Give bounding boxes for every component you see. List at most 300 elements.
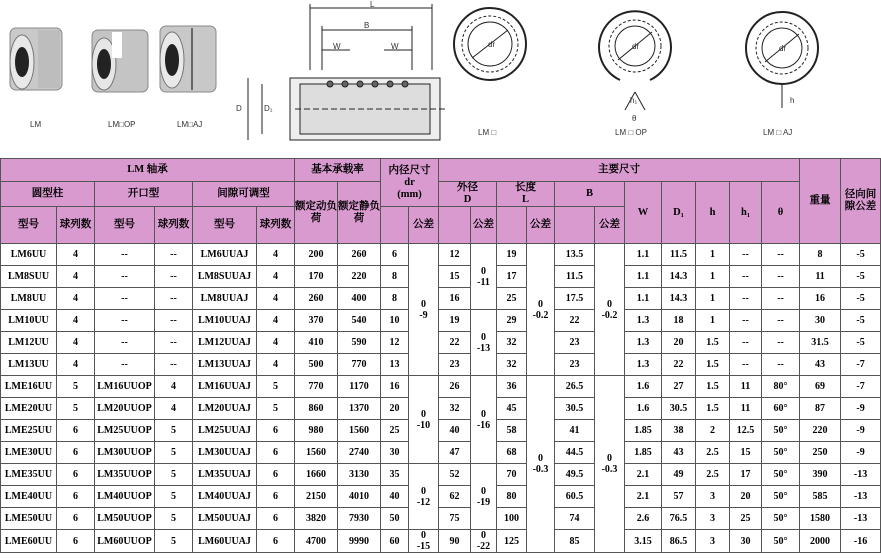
cell-op-balls: --: [155, 310, 193, 332]
cell-length-l: 25: [497, 288, 527, 310]
cell-b: 22: [555, 310, 595, 332]
cell-model: LME35UU: [1, 464, 57, 486]
cell-static-load: 590: [338, 332, 381, 354]
product-figure-area: [0, 0, 860, 158]
cell-dr: 60: [381, 530, 409, 553]
cell-static-load: 9990: [338, 530, 381, 553]
cell-static-load: 3130: [338, 464, 381, 486]
cell-length-l: 19: [497, 244, 527, 266]
cell-d1: 76.5: [662, 508, 696, 530]
cell-dynamic-load: 410: [295, 332, 338, 354]
cell-dr-tolerance: 0 -12: [409, 464, 439, 530]
cell-dynamic-load: 980: [295, 420, 338, 442]
cell-theta: 50°: [762, 442, 800, 464]
header-balls-3: 球列数: [257, 207, 295, 244]
cell-aj-balls: 4: [257, 244, 295, 266]
cell-aj-balls: 6: [257, 442, 295, 464]
header-h: h: [696, 182, 730, 244]
product-illustrations: [0, 0, 860, 158]
cell-h1: 11: [730, 376, 762, 398]
header-d-tol: 公差: [471, 207, 497, 244]
cell-h: 1.5: [696, 332, 730, 354]
cell-op-model: --: [95, 244, 155, 266]
label-theta: θ: [632, 114, 637, 123]
cell-length-l: 125: [497, 530, 527, 553]
cell-aj-balls: 4: [257, 310, 295, 332]
table-row: [1, 332, 881, 354]
header-round: 圆型柱: [1, 182, 95, 207]
cell-op-model: LM60UUOP: [95, 530, 155, 553]
cell-h: 1.5: [696, 354, 730, 376]
cell-static-load: 260: [338, 244, 381, 266]
header-w: W: [625, 182, 662, 244]
bearing-section-drawing: [248, 4, 445, 140]
cell-aj-balls: 5: [257, 398, 295, 420]
header-h1: h₁: [730, 182, 762, 244]
cell-balls: 5: [57, 376, 95, 398]
cell-outer-d: 16: [439, 288, 471, 310]
cell-balls: 6: [57, 486, 95, 508]
cell-op-model: LM40UUOP: [95, 486, 155, 508]
cell-balls: 4: [57, 332, 95, 354]
table-row: [1, 508, 881, 530]
cell-b-tolerance: 0 -0.2: [595, 244, 625, 376]
cell-outer-d: 90: [439, 530, 471, 553]
header-gap: 间隙可调型: [193, 182, 295, 207]
cell-d-tolerance: 0 -22: [471, 530, 497, 553]
header-model-2: 型号: [95, 207, 155, 244]
cell-b: 74: [555, 508, 595, 530]
table-row: [1, 354, 881, 376]
cell-d1: 38: [662, 420, 696, 442]
cell-outer-d: 26: [439, 376, 471, 398]
cell-dynamic-load: 500: [295, 354, 338, 376]
cell-balls: 6: [57, 442, 95, 464]
header-d-blank: [439, 207, 471, 244]
cell-aj-model: LM13UUAJ: [193, 354, 257, 376]
cell-static-load: 540: [338, 310, 381, 332]
cell-aj-model: LM50UUAJ: [193, 508, 257, 530]
table-row: [1, 376, 881, 398]
cell-theta: --: [762, 310, 800, 332]
table-row: [1, 288, 881, 310]
cell-op-model: LM16UUOP: [95, 376, 155, 398]
cell-balls: 6: [57, 508, 95, 530]
cell-dr: 20: [381, 398, 409, 420]
cell-w: 1.3: [625, 310, 662, 332]
cell-dr: 12: [381, 332, 409, 354]
cell-weight: 69: [800, 376, 841, 398]
cell-op-model: LM50UUOP: [95, 508, 155, 530]
cell-weight: 16: [800, 288, 841, 310]
cell-length-l: 100: [497, 508, 527, 530]
cell-static-load: 220: [338, 266, 381, 288]
cell-model: LM13UU: [1, 354, 57, 376]
cell-model: LM8SUU: [1, 266, 57, 288]
label-dr-3: dr: [779, 44, 787, 53]
cell-outer-d: 75: [439, 508, 471, 530]
cell-aj-model: LM12UUAJ: [193, 332, 257, 354]
cell-radial: -5: [841, 244, 881, 266]
cell-outer-d: 62: [439, 486, 471, 508]
table-row: [1, 310, 881, 332]
cell-theta: 50°: [762, 530, 800, 553]
cell-theta: 60°: [762, 398, 800, 420]
cell-op-model: LM25UUOP: [95, 420, 155, 442]
table-row: [1, 464, 881, 486]
cell-b: 41: [555, 420, 595, 442]
cell-op-balls: --: [155, 244, 193, 266]
cell-d-tolerance: 0 -19: [471, 464, 497, 530]
header-l-tol: 公差: [527, 207, 555, 244]
cell-b: 11.5: [555, 266, 595, 288]
cell-length-l: 36: [497, 376, 527, 398]
header-weight: 重量: [800, 159, 841, 244]
cell-dr: 30: [381, 442, 409, 464]
header-dyn: 额定动负荷: [295, 182, 338, 244]
cell-op-model: --: [95, 288, 155, 310]
cell-dynamic-load: 3820: [295, 508, 338, 530]
cell-h: 1: [696, 266, 730, 288]
table-row: [1, 398, 881, 420]
cell-d-tolerance: 0 -16: [471, 376, 497, 464]
spec-table: [0, 158, 881, 553]
cell-dynamic-load: 1560: [295, 442, 338, 464]
cross-section-aj: [746, 12, 818, 108]
cell-d1: 57: [662, 486, 696, 508]
cell-length-l: 45: [497, 398, 527, 420]
cell-weight: 2000: [800, 530, 841, 553]
spec-table-body: [1, 244, 881, 553]
cell-length-l: 68: [497, 442, 527, 464]
dim-w-left: W: [333, 42, 341, 51]
cell-op-balls: 4: [155, 398, 193, 420]
cell-radial: -5: [841, 266, 881, 288]
dim-b: B: [364, 21, 370, 30]
cell-theta: 80°: [762, 376, 800, 398]
header-basic-load: 基本承载率: [295, 159, 381, 182]
cell-aj-model: LM25UUAJ: [193, 420, 257, 442]
cell-b: 17.5: [555, 288, 595, 310]
cell-op-model: --: [95, 310, 155, 332]
cell-balls: 4: [57, 310, 95, 332]
cell-d1: 49: [662, 464, 696, 486]
cell-radial: -9: [841, 420, 881, 442]
cell-w: 1.3: [625, 332, 662, 354]
cell-length-l: 80: [497, 486, 527, 508]
cell-w: 1.1: [625, 266, 662, 288]
cell-balls: 6: [57, 464, 95, 486]
cell-w: 1.1: [625, 288, 662, 310]
cell-d1: 14.3: [662, 288, 696, 310]
header-b: B: [555, 182, 625, 207]
cell-dr: 35: [381, 464, 409, 486]
label-lm-op: LM□OP: [108, 120, 136, 129]
cell-w: 1.85: [625, 442, 662, 464]
cell-model: LM12UU: [1, 332, 57, 354]
cell-radial: -7: [841, 376, 881, 398]
cell-outer-d: 23: [439, 354, 471, 376]
cell-dr-tolerance: 0 -15: [409, 530, 439, 553]
cell-model: LME50UU: [1, 508, 57, 530]
cell-op-balls: --: [155, 354, 193, 376]
cell-w: 2.6: [625, 508, 662, 530]
cell-aj-balls: 6: [257, 420, 295, 442]
cell-aj-model: LM6UUAJ: [193, 244, 257, 266]
cell-balls: 4: [57, 288, 95, 310]
cell-weight: 250: [800, 442, 841, 464]
cell-l-tolerance: 0 -0.3: [527, 376, 555, 553]
header-balls: 球列数: [57, 207, 95, 244]
cell-op-balls: 5: [155, 464, 193, 486]
cell-d1: 20: [662, 332, 696, 354]
cell-balls: 5: [57, 398, 95, 420]
header-l-blank: [497, 207, 527, 244]
bearing-photo-aj: [160, 26, 216, 92]
cell-static-load: 770: [338, 354, 381, 376]
cell-dr: 50: [381, 508, 409, 530]
cell-h1: --: [730, 354, 762, 376]
cell-h: 3: [696, 530, 730, 553]
header-lm-bearing: LM 轴承: [1, 159, 295, 182]
cell-dynamic-load: 370: [295, 310, 338, 332]
cell-op-model: --: [95, 266, 155, 288]
cell-op-balls: 5: [155, 508, 193, 530]
header-radial: 径向间隙公差: [841, 159, 881, 244]
cell-dr: 16: [381, 376, 409, 398]
dim-l: L: [370, 0, 375, 9]
header-dr-blank: [381, 207, 409, 244]
cell-dynamic-load: 4700: [295, 530, 338, 553]
cell-theta: 50°: [762, 508, 800, 530]
cell-weight: 1580: [800, 508, 841, 530]
cell-static-load: 4010: [338, 486, 381, 508]
caption-op: LM □ OP: [615, 128, 647, 137]
label-h: h: [790, 96, 795, 105]
table-row: [1, 420, 881, 442]
cell-h: 2.5: [696, 442, 730, 464]
cell-h1: --: [730, 310, 762, 332]
label-lm-aj: LM□AJ: [177, 120, 203, 129]
cell-static-load: 1560: [338, 420, 381, 442]
cell-w: 2.1: [625, 464, 662, 486]
caption-lm: LM □: [478, 128, 497, 137]
cell-b: 30.5: [555, 398, 595, 420]
cell-outer-d: 15: [439, 266, 471, 288]
label-dr-1: dr: [488, 40, 496, 49]
cell-outer-d: 52: [439, 464, 471, 486]
cell-aj-balls: 4: [257, 266, 295, 288]
cell-radial: -13: [841, 508, 881, 530]
cell-theta: --: [762, 288, 800, 310]
cell-model: LME25UU: [1, 420, 57, 442]
cell-h1: 12.5: [730, 420, 762, 442]
cell-op-model: --: [95, 354, 155, 376]
header-balls-2: 球列数: [155, 207, 193, 244]
cell-model: LM10UU: [1, 310, 57, 332]
cell-static-load: 7930: [338, 508, 381, 530]
cell-outer-d: 40: [439, 420, 471, 442]
cell-h: 1.5: [696, 376, 730, 398]
cell-dr: 13: [381, 354, 409, 376]
cell-h: 1: [696, 310, 730, 332]
cell-b: 44.5: [555, 442, 595, 464]
cell-h: 1: [696, 244, 730, 266]
cell-outer-d: 47: [439, 442, 471, 464]
dim-d: D: [236, 104, 242, 113]
label-lm: LM: [30, 120, 42, 129]
header-model: 型号: [1, 207, 57, 244]
cell-outer-d: 32: [439, 398, 471, 420]
cell-balls: 4: [57, 266, 95, 288]
cell-d1: 30.5: [662, 398, 696, 420]
cell-dynamic-load: 170: [295, 266, 338, 288]
cell-theta: --: [762, 354, 800, 376]
cell-h: 2.5: [696, 464, 730, 486]
cell-dr: 6: [381, 244, 409, 266]
cell-aj-balls: 6: [257, 530, 295, 553]
cell-aj-balls: 4: [257, 288, 295, 310]
cell-model: LM6UU: [1, 244, 57, 266]
cell-aj-model: LM60UUAJ: [193, 530, 257, 553]
table-row: [1, 486, 881, 508]
cell-model: LME60UU: [1, 530, 57, 553]
cell-theta: 50°: [762, 464, 800, 486]
cell-b: 23: [555, 332, 595, 354]
cell-outer-d: 12: [439, 244, 471, 266]
cell-weight: 31.5: [800, 332, 841, 354]
cell-aj-balls: 4: [257, 332, 295, 354]
cell-w: 1.6: [625, 398, 662, 420]
header-model-3: 型号: [193, 207, 257, 244]
caption-aj: LM □ AJ: [763, 128, 793, 137]
cell-d1: 22: [662, 354, 696, 376]
cell-radial: -16: [841, 530, 881, 553]
header-length: 长度 L: [497, 182, 555, 207]
cell-dynamic-load: 1660: [295, 464, 338, 486]
cell-w: 1.85: [625, 420, 662, 442]
cell-weight: 11: [800, 266, 841, 288]
cell-h1: 11: [730, 398, 762, 420]
cell-b: 26.5: [555, 376, 595, 398]
cell-dynamic-load: 200: [295, 244, 338, 266]
cell-aj-balls: 5: [257, 376, 295, 398]
dim-d1: D₁: [264, 104, 273, 113]
cell-d1: 27: [662, 376, 696, 398]
cell-weight: 43: [800, 354, 841, 376]
cell-length-l: 29: [497, 310, 527, 332]
cell-weight: 390: [800, 464, 841, 486]
cell-aj-model: LM20UUAJ: [193, 398, 257, 420]
cell-length-l: 58: [497, 420, 527, 442]
cell-op-balls: 5: [155, 442, 193, 464]
table-row: [1, 244, 881, 266]
cell-op-balls: 5: [155, 486, 193, 508]
cell-length-l: 70: [497, 464, 527, 486]
cell-h: 1: [696, 288, 730, 310]
cell-balls: 4: [57, 354, 95, 376]
header-outer: 外径 D: [439, 182, 497, 207]
cell-model: LM8UU: [1, 288, 57, 310]
cell-aj-model: LM30UUAJ: [193, 442, 257, 464]
cell-d1: 11.5: [662, 244, 696, 266]
cell-h1: --: [730, 244, 762, 266]
cell-d-tolerance: 0 -11: [471, 244, 497, 310]
cell-dr: 25: [381, 420, 409, 442]
cell-theta: 50°: [762, 486, 800, 508]
cell-b: 23: [555, 354, 595, 376]
header-theta: θ: [762, 182, 800, 244]
cell-balls: 6: [57, 530, 95, 553]
header-b-blank: [555, 207, 595, 244]
cell-radial: -13: [841, 464, 881, 486]
header-stat: 额定静负荷: [338, 182, 381, 244]
cell-balls: 6: [57, 420, 95, 442]
cell-op-balls: 4: [155, 376, 193, 398]
cell-static-load: 1370: [338, 398, 381, 420]
cell-weight: 220: [800, 420, 841, 442]
cell-d-tolerance: 0 -13: [471, 310, 497, 376]
cell-op-model: --: [95, 332, 155, 354]
cell-w: 1.3: [625, 354, 662, 376]
cell-radial: -7: [841, 354, 881, 376]
cell-h1: 17: [730, 464, 762, 486]
cell-h1: 15: [730, 442, 762, 464]
cell-length-l: 32: [497, 354, 527, 376]
cell-w: 3.15: [625, 530, 662, 553]
cell-aj-model: LM40UUAJ: [193, 486, 257, 508]
cell-h1: --: [730, 266, 762, 288]
cell-dr: 8: [381, 266, 409, 288]
cell-balls: 4: [57, 244, 95, 266]
header-dr-tol: 公差: [409, 207, 439, 244]
header-b-tol: 公差: [595, 207, 625, 244]
cell-l-tolerance: 0 -0.2: [527, 244, 555, 376]
cell-aj-balls: 6: [257, 464, 295, 486]
cell-aj-balls: 4: [257, 354, 295, 376]
cell-static-load: 1170: [338, 376, 381, 398]
cell-theta: --: [762, 332, 800, 354]
cell-op-model: LM20UUOP: [95, 398, 155, 420]
cell-w: 1.6: [625, 376, 662, 398]
cell-dr-tolerance: 0 -10: [409, 376, 439, 464]
cell-b: 49.5: [555, 464, 595, 486]
cell-radial: -13: [841, 486, 881, 508]
cell-dynamic-load: 2150: [295, 486, 338, 508]
cell-aj-balls: 6: [257, 486, 295, 508]
cell-op-balls: --: [155, 332, 193, 354]
cell-radial: -9: [841, 442, 881, 464]
cell-length-l: 17: [497, 266, 527, 288]
cell-h: 3: [696, 508, 730, 530]
cell-theta: 50°: [762, 420, 800, 442]
cell-dynamic-load: 860: [295, 398, 338, 420]
cell-aj-model: LM8SUUAJ: [193, 266, 257, 288]
cell-h1: --: [730, 288, 762, 310]
cell-radial: -5: [841, 332, 881, 354]
bearing-photo-op: [92, 30, 148, 92]
cell-op-balls: --: [155, 266, 193, 288]
cell-dynamic-load: 770: [295, 376, 338, 398]
cell-static-load: 400: [338, 288, 381, 310]
cell-dynamic-load: 260: [295, 288, 338, 310]
cell-outer-d: 22: [439, 332, 471, 354]
cell-w: 1.1: [625, 244, 662, 266]
label-h1: h₁: [630, 96, 638, 105]
cell-theta: --: [762, 244, 800, 266]
cell-model: LME30UU: [1, 442, 57, 464]
cell-dr: 8: [381, 288, 409, 310]
